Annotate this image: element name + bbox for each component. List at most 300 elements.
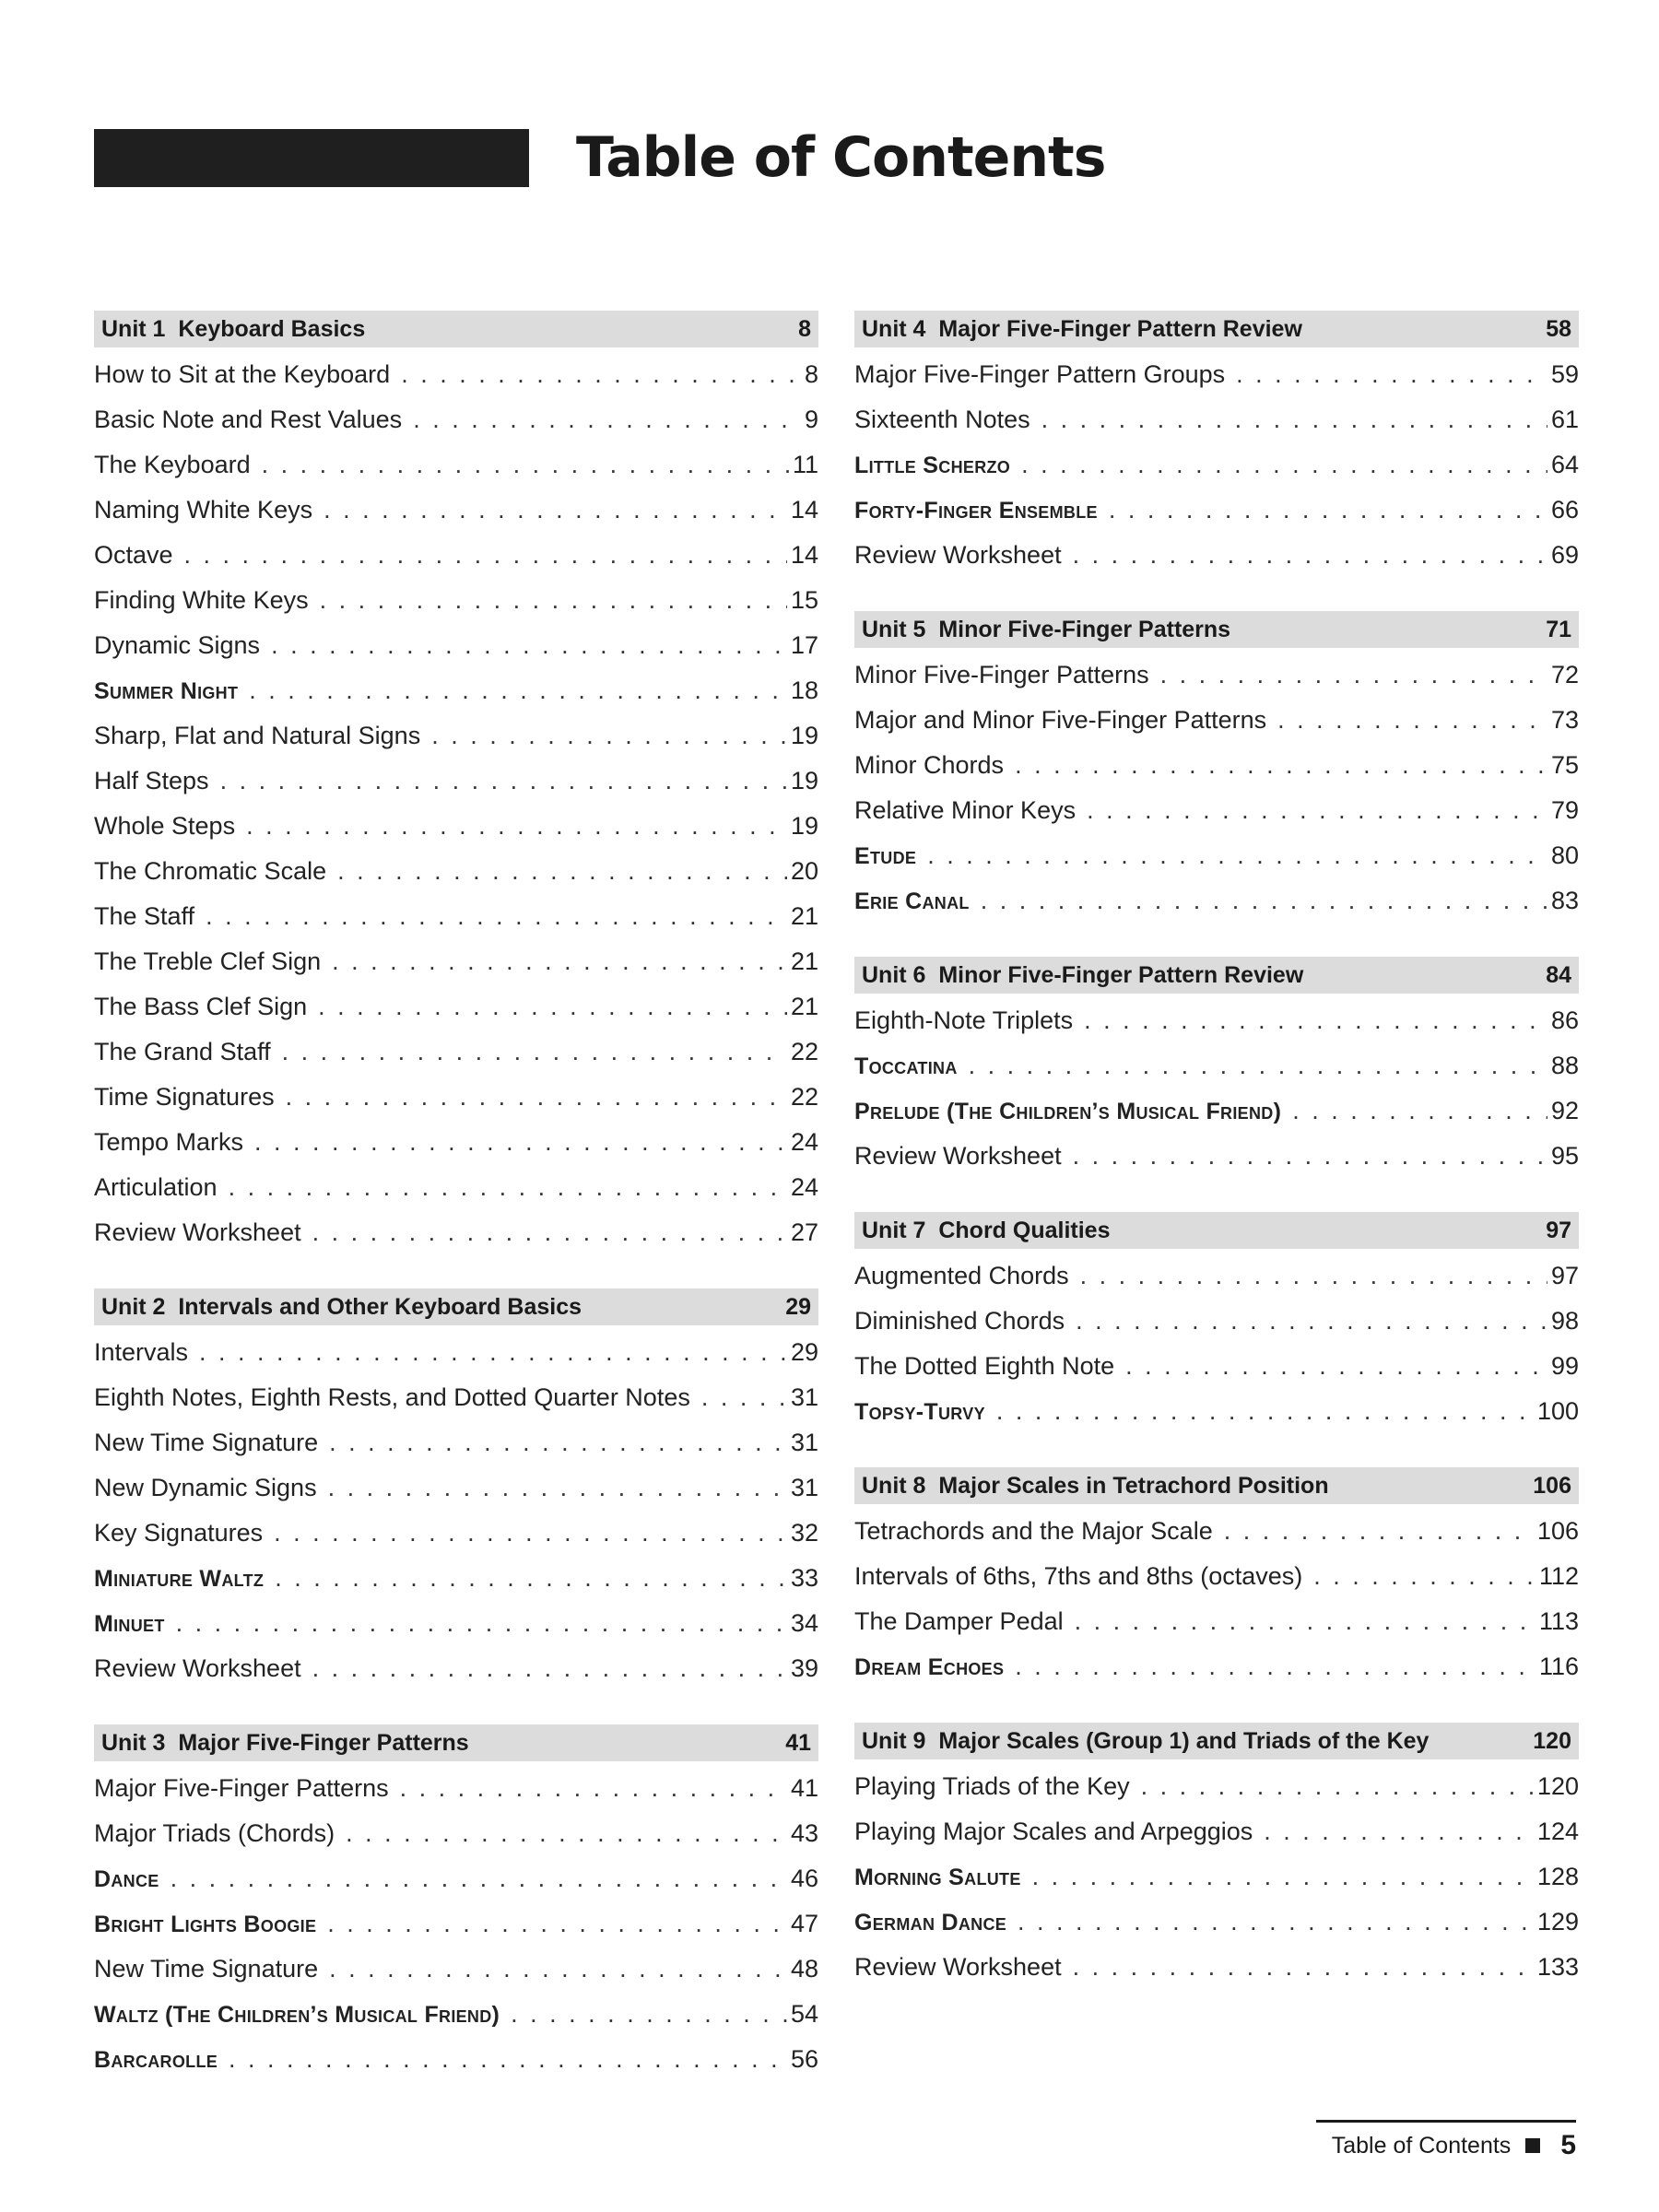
dot-leader: [329, 1429, 787, 1457]
entry-page-number: 73: [1550, 706, 1579, 734]
unit-page-number: 106: [1533, 1472, 1571, 1499]
unit-header[interactable]: [854, 311, 1579, 347]
entry-page-number: 21: [790, 947, 818, 975]
entry-title: Major Triads (Chords): [94, 1819, 335, 1847]
entry-title: The Staff: [94, 902, 195, 930]
toc-entry[interactable]: [854, 1863, 1579, 1908]
unit-label: Unit 8: [862, 1472, 926, 1499]
entry-page-number: 46: [790, 1865, 818, 1892]
entry-title: Waltz (The Children’s Musical Friend): [94, 2002, 500, 2028]
entry-page-number: 54: [790, 2000, 818, 2028]
dot-leader: [271, 631, 787, 660]
page-footer: [1316, 2120, 1576, 2161]
dot-leader: [254, 1128, 787, 1157]
unit-header[interactable]: [854, 957, 1579, 994]
unit-name: Chord Qualities: [938, 1217, 1111, 1243]
entry-page-number: 33: [790, 1564, 818, 1592]
unit-label: Unit 1: [101, 315, 166, 342]
toc-entry[interactable]: [854, 1262, 1579, 1307]
dot-leader: [1292, 1097, 1547, 1125]
entry-list: [854, 1006, 1579, 1187]
entry-title: Playing Major Scales and Arpeggios: [854, 1818, 1253, 1845]
entry-title: Review Worksheet: [94, 1218, 301, 1246]
unit-page-number: 71: [1546, 616, 1571, 642]
dot-leader: [431, 722, 787, 750]
entry-title: Naming White Keys: [94, 496, 313, 524]
entry-page-number: 83: [1550, 887, 1579, 914]
dot-leader: [927, 841, 1547, 870]
dot-leader: [318, 993, 787, 1021]
toc-column-right: [854, 311, 1579, 2023]
entry-page-number: 69: [1550, 541, 1579, 569]
dot-leader: [1109, 496, 1547, 524]
toc-entry[interactable]: [94, 947, 818, 993]
dot-leader: [328, 1474, 787, 1502]
entry-page-number: 47: [790, 1910, 818, 1937]
entry-page-number: 14: [790, 496, 818, 524]
toc-entry[interactable]: [94, 631, 818, 677]
unit-page-number: 84: [1546, 961, 1571, 988]
page-number: 5: [1560, 2130, 1576, 2160]
toc-entry[interactable]: [854, 1607, 1579, 1653]
dot-leader: [511, 2000, 787, 2029]
entry-page-number: 41: [790, 1774, 818, 1802]
footer-label: Table of Contents: [1331, 2132, 1512, 2159]
entry-page-number: 99: [1550, 1352, 1579, 1380]
unit-title: [862, 316, 1302, 343]
unit-section: [854, 1212, 1579, 1442]
entry-title: Tetrachords and the Major Scale: [854, 1517, 1213, 1545]
dot-leader: [312, 1654, 787, 1683]
dot-leader: [206, 902, 787, 931]
entry-title: Miniature Waltz: [94, 1566, 265, 1592]
dot-leader: [401, 360, 801, 389]
unit-label: Unit 3: [101, 1729, 166, 1756]
unit-label: Unit 6: [862, 961, 926, 988]
entry-title: Review Worksheet: [94, 1654, 301, 1682]
toc-entry[interactable]: [854, 541, 1579, 586]
toc-column-left: [94, 311, 818, 2115]
entry-title: Review Worksheet: [854, 1953, 1062, 1981]
toc-entry[interactable]: [854, 1307, 1579, 1352]
entry-title: Barcarolle: [94, 2047, 218, 2073]
unit-page-number: 58: [1546, 315, 1571, 342]
entry-page-number: 133: [1536, 1953, 1579, 1981]
entry-title: Basic Note and Rest Values: [94, 406, 403, 433]
dot-leader: [1224, 1517, 1534, 1546]
toc-entry[interactable]: [94, 2000, 818, 2045]
unit-section: [94, 1288, 818, 1700]
entry-page-number: 19: [790, 767, 818, 794]
toc-entry[interactable]: [854, 1562, 1579, 1607]
toc-entry[interactable]: [854, 887, 1579, 932]
entry-page-number: 31: [790, 1474, 818, 1501]
dot-leader: [1032, 1863, 1534, 1891]
toc-entry[interactable]: [94, 496, 818, 541]
entry-title: Augmented Chords: [854, 1262, 1069, 1289]
toc-entry[interactable]: [94, 1383, 818, 1429]
unit-title: [862, 1728, 1429, 1755]
entry-title: Dance: [94, 1866, 159, 1892]
dot-leader: [337, 857, 787, 886]
entry-title: Minor Chords: [854, 751, 1005, 779]
unit-label: Unit 7: [862, 1217, 926, 1243]
unit-title: [862, 1473, 1329, 1500]
dot-leader: [1073, 541, 1547, 570]
entry-title: New Time Signature: [94, 1429, 319, 1456]
entry-page-number: 27: [790, 1218, 818, 1246]
toc-entry[interactable]: [854, 1772, 1579, 1818]
entry-page-number: 92: [1550, 1097, 1579, 1124]
toc-entry[interactable]: [94, 857, 818, 902]
dot-leader: [246, 812, 787, 841]
unit-name: Major Scales in Tetrachord Position: [938, 1472, 1329, 1499]
entry-page-number: 100: [1536, 1397, 1579, 1425]
entry-title: Finding White Keys: [94, 586, 309, 614]
entry-page-number: 9: [804, 406, 818, 433]
entry-title: Tempo Marks: [94, 1128, 244, 1156]
unit-page-number: 97: [1546, 1217, 1571, 1243]
entry-title: New Time Signature: [94, 1955, 319, 1983]
dot-leader: [1264, 1818, 1534, 1846]
entry-title: Major Five-Finger Patterns: [94, 1774, 389, 1802]
entry-page-number: 88: [1550, 1052, 1579, 1079]
unit-title: [862, 617, 1230, 643]
entry-title: Time Signatures: [94, 1083, 275, 1111]
dot-leader: [176, 1609, 787, 1638]
entry-page-number: 39: [790, 1654, 818, 1682]
entry-title: Dynamic Signs: [94, 631, 261, 659]
dot-leader: [1073, 1953, 1534, 1982]
toc-entry[interactable]: [94, 1128, 818, 1173]
entry-title: The Damper Pedal: [854, 1607, 1064, 1635]
entry-page-number: 113: [1538, 1607, 1579, 1635]
unit-section: [854, 611, 1579, 932]
entry-page-number: 21: [790, 902, 818, 930]
toc-entry[interactable]: [94, 406, 818, 451]
unit-section: [854, 1467, 1579, 1698]
toc-entry[interactable]: [94, 1910, 818, 1955]
entry-title: Octave: [94, 541, 173, 569]
toc-entry[interactable]: [94, 586, 818, 631]
unit-title: [101, 316, 365, 343]
entry-page-number: 61: [1550, 406, 1579, 433]
entry-page-number: 14: [790, 541, 818, 569]
entry-title: Major and Minor Five-Finger Patterns: [854, 706, 1267, 734]
page-title: Table of Contents: [576, 125, 1106, 190]
entry-title: Morning Salute: [854, 1865, 1021, 1890]
entry-title: Half Steps: [94, 767, 209, 794]
entry-title: Intervals of 6ths, 7ths and 8ths (octaves): [854, 1562, 1303, 1590]
dot-leader: [282, 1038, 787, 1066]
toc-entry[interactable]: [94, 1955, 818, 2000]
toc-entry[interactable]: [94, 677, 818, 722]
toc-entry[interactable]: [854, 1097, 1579, 1142]
dot-leader: [1076, 1307, 1547, 1335]
unit-name: Intervals and Other Keyboard Basics: [178, 1293, 582, 1320]
entry-title: Intervals: [94, 1338, 189, 1366]
unit-section: [854, 1723, 1579, 1998]
dot-leader: [1080, 1262, 1547, 1290]
entry-title: Forty-Finger Ensemble: [854, 498, 1098, 524]
toc-entry[interactable]: [854, 841, 1579, 887]
toc-entry[interactable]: [94, 902, 818, 947]
unit-page-number: 41: [785, 1729, 811, 1756]
toc-entry[interactable]: [94, 1429, 818, 1474]
entry-title: Minor Five-Finger Patterns: [854, 661, 1149, 688]
entry-title: Toccatina: [854, 1053, 958, 1079]
entry-title: Key Signatures: [94, 1519, 264, 1547]
dot-leader: [229, 2045, 787, 2074]
toc-entry[interactable]: [94, 1774, 818, 1819]
entry-title: The Chromatic Scale: [94, 857, 327, 885]
toc-entry[interactable]: [94, 722, 818, 767]
entry-page-number: 31: [790, 1429, 818, 1456]
entry-page-number: 72: [1550, 661, 1579, 688]
entry-page-number: 34: [790, 1609, 818, 1637]
dot-leader: [413, 406, 801, 434]
entry-title: Diminished Chords: [854, 1307, 1065, 1335]
entry-title: How to Sit at the Keyboard: [94, 360, 391, 388]
dot-leader: [701, 1383, 787, 1412]
unit-header[interactable]: [854, 1467, 1579, 1504]
toc-entry[interactable]: [94, 360, 818, 406]
toc-entry[interactable]: [94, 541, 818, 586]
entry-list: [94, 360, 818, 1264]
entry-title: The Bass Clef Sign: [94, 993, 308, 1020]
dot-leader: [332, 947, 787, 976]
unit-header[interactable]: [854, 1212, 1579, 1249]
toc-entry[interactable]: [854, 661, 1579, 706]
entry-list: [94, 1338, 818, 1700]
toc-entry[interactable]: [854, 1397, 1579, 1442]
unit-label: Unit 2: [101, 1293, 166, 1320]
entry-title: The Treble Clef Sign: [94, 947, 322, 975]
dot-leader: [199, 1338, 787, 1367]
entry-page-number: 22: [790, 1083, 818, 1111]
entry-title: The Dotted Eighth Note: [854, 1352, 1115, 1380]
entry-title: Little Scherzo: [854, 453, 1011, 478]
unit-title: [862, 1218, 1111, 1244]
entry-list: [854, 1517, 1579, 1698]
dot-leader: [184, 541, 787, 570]
entry-page-number: 120: [1536, 1772, 1579, 1800]
dot-leader: [400, 1774, 787, 1803]
entry-page-number: 29: [790, 1338, 818, 1366]
toc-entry[interactable]: [94, 1474, 818, 1519]
dot-leader: [220, 767, 787, 795]
toc-entry[interactable]: [854, 1908, 1579, 1953]
dot-leader: [1018, 1908, 1534, 1936]
entry-title: German Dance: [854, 1910, 1007, 1936]
entry-page-number: 20: [790, 857, 818, 885]
unit-label: Unit 4: [862, 315, 926, 342]
toc-entry[interactable]: [94, 451, 818, 496]
entry-page-number: 64: [1550, 451, 1579, 478]
unit-name: Major Five-Finger Pattern Review: [938, 315, 1302, 342]
entry-page-number: 22: [790, 1038, 818, 1065]
entry-page-number: 98: [1550, 1307, 1579, 1335]
unit-label: Unit 5: [862, 616, 926, 642]
toc-entry[interactable]: [94, 1865, 818, 1910]
unit-header[interactable]: [94, 1724, 818, 1761]
toc-entry[interactable]: [94, 2045, 818, 2090]
entry-list: [854, 1772, 1579, 1998]
toc-entry[interactable]: [854, 1517, 1579, 1562]
unit-title: [101, 1294, 582, 1321]
entry-page-number: 128: [1536, 1863, 1579, 1890]
toc-entry[interactable]: [854, 751, 1579, 796]
dot-leader: [1125, 1352, 1547, 1381]
entry-title: Major Five-Finger Pattern Groups: [854, 360, 1226, 388]
unit-name: Keyboard Basics: [178, 315, 366, 342]
unit-name: Minor Five-Finger Patterns: [938, 616, 1231, 642]
toc-entry[interactable]: [94, 1819, 818, 1865]
unit-header[interactable]: [854, 1723, 1579, 1759]
dot-leader: [320, 586, 787, 615]
entry-page-number: 24: [790, 1173, 818, 1201]
entry-page-number: 124: [1536, 1818, 1579, 1845]
entry-title: Sixteenth Notes: [854, 406, 1030, 433]
toc-entry[interactable]: [854, 1818, 1579, 1863]
entry-page-number: 75: [1550, 751, 1579, 779]
unit-name: Major Scales (Group 1) and Triads of the Key: [938, 1727, 1430, 1754]
entry-list: [94, 1774, 818, 2090]
dot-leader: [1236, 360, 1547, 389]
unit-page-number: 120: [1533, 1727, 1571, 1754]
toc-entry[interactable]: [94, 1038, 818, 1083]
unit-name: Major Five-Finger Patterns: [178, 1729, 469, 1756]
entry-page-number: 86: [1550, 1006, 1579, 1034]
toc-entry[interactable]: [854, 1953, 1579, 1998]
entry-list: [854, 1262, 1579, 1442]
dot-leader: [275, 1564, 787, 1593]
dot-leader: [969, 1052, 1547, 1080]
entry-page-number: 106: [1536, 1517, 1579, 1545]
unit-section: [94, 1724, 818, 2090]
dot-leader: [329, 1955, 787, 1983]
dot-leader: [327, 1910, 787, 1938]
entry-title: Review Worksheet: [854, 1142, 1062, 1170]
entry-title: Prelude (The Children’s Musical Friend): [854, 1099, 1282, 1124]
entry-title: Summer Night: [94, 678, 239, 704]
unit-header[interactable]: [854, 611, 1579, 648]
dot-leader: [1015, 1653, 1535, 1681]
entry-list: [854, 661, 1579, 932]
square-bullet-icon: [1525, 2138, 1540, 2153]
entry-title: Relative Minor Keys: [854, 796, 1077, 824]
entry-page-number: 21: [790, 993, 818, 1020]
entry-title: Topsy-Turvy: [854, 1399, 985, 1425]
toc-entry[interactable]: [94, 1609, 818, 1654]
entry-page-number: 8: [804, 360, 818, 388]
unit-section: [94, 311, 818, 1264]
toc-entry[interactable]: [854, 1653, 1579, 1698]
toc-entry[interactable]: [94, 1564, 818, 1609]
toc-entry[interactable]: [854, 1142, 1579, 1187]
entry-page-number: 48: [790, 1955, 818, 1983]
toc-entry[interactable]: [94, 1083, 818, 1128]
entry-title: New Dynamic Signs: [94, 1474, 317, 1501]
entry-title: Eighth Notes, Eighth Rests, and Dotted Quarter Notes: [94, 1383, 690, 1411]
toc-entry[interactable]: [854, 406, 1579, 451]
unit-label: Unit 9: [862, 1727, 926, 1754]
toc-entry[interactable]: [854, 360, 1579, 406]
dot-leader: [996, 1397, 1534, 1426]
toc-entry[interactable]: [94, 1654, 818, 1700]
toc-entry[interactable]: [854, 1052, 1579, 1097]
toc-entry[interactable]: [854, 1006, 1579, 1052]
unit-header[interactable]: [94, 1288, 818, 1325]
entry-page-number: 11: [792, 451, 818, 478]
dot-leader: [1277, 706, 1547, 735]
entry-page-number: 43: [790, 1819, 818, 1847]
unit-section: [854, 957, 1579, 1187]
toc-entry[interactable]: [854, 496, 1579, 541]
entry-page-number: 32: [790, 1519, 818, 1547]
toc-entry[interactable]: [854, 706, 1579, 751]
dot-leader: [1084, 1006, 1547, 1035]
entry-page-number: 24: [790, 1128, 818, 1156]
dot-leader: [1041, 406, 1547, 434]
dot-leader: [1075, 1607, 1535, 1636]
entry-title: Erie Canal: [854, 888, 970, 914]
toc-entry[interactable]: [854, 451, 1579, 496]
dot-leader: [1141, 1772, 1534, 1801]
dot-leader: [229, 1173, 787, 1202]
entry-page-number: 56: [790, 2045, 818, 2073]
entry-title: Dream Echoes: [854, 1654, 1005, 1680]
entry-page-number: 19: [790, 812, 818, 840]
entry-list: [854, 360, 1579, 586]
entry-page-number: 80: [1550, 841, 1579, 869]
entry-title: Bright Lights Boogie: [94, 1912, 317, 1937]
dot-leader: [346, 1819, 787, 1848]
unit-header[interactable]: [94, 311, 818, 347]
toc-entry[interactable]: [94, 993, 818, 1038]
toc-entry[interactable]: [94, 1173, 818, 1218]
dot-leader: [286, 1083, 787, 1112]
unit-section: [854, 311, 1579, 586]
toc-entry[interactable]: [94, 1338, 818, 1383]
entry-title: Playing Triads of the Key: [854, 1772, 1130, 1800]
toc-entry[interactable]: [94, 1519, 818, 1564]
toc-entry[interactable]: [94, 812, 818, 857]
toc-entry[interactable]: [94, 1218, 818, 1264]
unit-title: [101, 1730, 469, 1757]
dot-leader: [1160, 661, 1547, 689]
entry-title: Articulation: [94, 1173, 218, 1201]
dot-leader: [1313, 1562, 1535, 1591]
entry-page-number: 17: [790, 631, 818, 659]
dot-leader: [1073, 1142, 1547, 1171]
toc-entry[interactable]: [854, 1352, 1579, 1397]
entry-page-number: 66: [1550, 496, 1579, 524]
title-decoration-bar: [94, 129, 529, 187]
entry-page-number: 95: [1550, 1142, 1579, 1170]
entry-title: Sharp, Flat and Natural Signs: [94, 722, 421, 749]
toc-entry[interactable]: [854, 796, 1579, 841]
toc-entry[interactable]: [94, 767, 818, 812]
entry-page-number: 129: [1536, 1908, 1579, 1936]
entry-title: Review Worksheet: [854, 541, 1062, 569]
entry-page-number: 112: [1538, 1562, 1579, 1590]
entry-page-number: 116: [1538, 1653, 1579, 1680]
dot-leader: [274, 1519, 787, 1547]
entry-page-number: 15: [790, 586, 818, 614]
unit-title: [862, 962, 1303, 989]
entry-page-number: 59: [1550, 360, 1579, 388]
